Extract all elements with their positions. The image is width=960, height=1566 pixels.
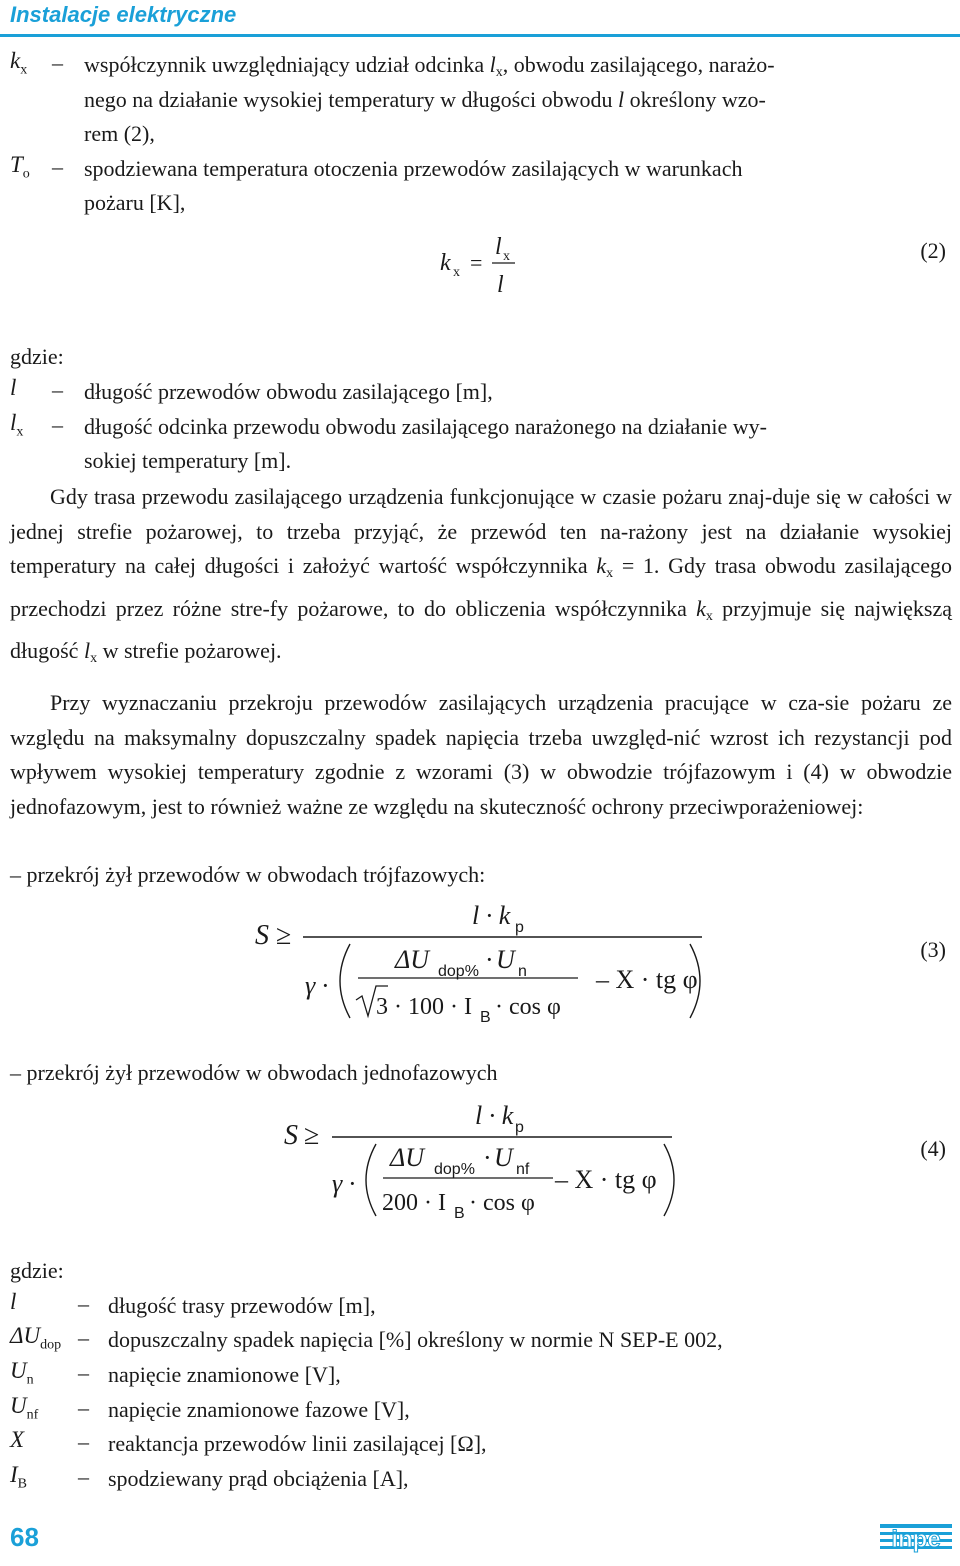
- eq2-den: l: [497, 272, 504, 298]
- dash: –: [78, 1325, 89, 1350]
- dash: –: [52, 377, 63, 402]
- term-To: $T_o$: [10, 152, 30, 182]
- def-kx: współczynnik uwzględniający udział odcinka $l_x$, obwodu zasilającego, narażo-: [84, 52, 775, 80]
- header-rule: [0, 34, 960, 37]
- eq4-den: 200 · I: [382, 1190, 446, 1216]
- eq2-lhs: k: [440, 250, 451, 276]
- eq3-number: (3): [920, 937, 946, 962]
- def-dUdop: dopuszczalny spadek napięcia [%] określony w normie N SEP-E 002,: [108, 1327, 723, 1352]
- term-lx: $l_x$: [10, 410, 24, 440]
- eq3-cos: · cos φ: [495, 994, 561, 1020]
- def-lx-cont: sokiej temperatury [m].: [84, 448, 292, 473]
- paragraph-2: Przy wyznaczaniu przekroju przewodów zasilających urządzenia pracujące w cza-sie pożaru ze względu na maksymalny dopuszczalny spadek napięcia trzeba uwzględ-nić wzrost ich rezystancji pod wpływem wysokiej temperatury zgodnie z wzorami (3) w obwodzie trójfazowym i (4) w obwodzie jednofazowym, jest to również ważne ze względu na skuteczność ochrony przeciwporażeniowej:: [10, 690, 952, 819]
- page-number: 68: [10, 1522, 39, 1552]
- bullet-three-phase: – przekrój żył przewodów w obwodach trójfazowych:: [10, 862, 486, 887]
- eq4-num-sub: p: [515, 1119, 524, 1136]
- term-Unf: $U_{nf}$: [10, 1393, 39, 1423]
- dash: –: [52, 412, 63, 437]
- def-To: spodziewana temperatura otoczenia przewodów zasilających w warunkach: [84, 156, 743, 181]
- eq4-paren-left: [366, 1144, 376, 1216]
- eq2-number: (2): [920, 238, 946, 263]
- gdzie-label: gdzie:: [10, 344, 64, 369]
- dash: –: [78, 1429, 89, 1454]
- eq4-gamma: γ ·: [332, 1169, 356, 1198]
- eq4-minus: – X · tg φ: [555, 1165, 657, 1194]
- dash: –: [52, 154, 63, 179]
- eq2-equals: =: [470, 250, 483, 275]
- eq3-dU: ΔU: [395, 945, 430, 974]
- eq3-den: 3 · 100 · I: [376, 994, 472, 1020]
- def-l: długość przewodów obwodu zasilającego [m],: [84, 379, 493, 404]
- eq3-den-sub: B: [480, 1009, 491, 1026]
- def-Unf: napięcie znamionowe fazowe [V],: [108, 1397, 410, 1422]
- dash: –: [78, 1395, 89, 1420]
- eq4-U-sub: nf: [516, 1161, 530, 1178]
- dash: –: [52, 50, 63, 75]
- eq3-dot: ·: [485, 945, 494, 974]
- def-l-2: długość trasy przewodów [m],: [108, 1293, 376, 1318]
- eq4-ge: ≥: [304, 1120, 320, 1151]
- section-header: Instalacje elektryczne: [10, 2, 237, 27]
- equation-4: [0, 1092, 960, 1232]
- equation-3: [0, 896, 960, 1036]
- def-kx-cont1: nego na działanie wysokiej temperatury w długości obwodu l określony wzo-: [84, 87, 766, 112]
- eq3-ge: ≥: [276, 920, 292, 951]
- equation-2: [0, 230, 960, 300]
- eq3-gamma: γ ·: [305, 971, 329, 1000]
- def-Un: napięcie znamionowe [V],: [108, 1362, 341, 1387]
- term-X: X: [10, 1427, 25, 1452]
- term-kx: $k_x$: [10, 48, 28, 78]
- paragraph-1: Gdy trasa przewodu zasilającego urządzenia funkcjonujące w czasie pożaru znaj-duje się w całości w jednej strefie pożarowej, to trzeba przyjąć, że przewód ten na-rażony jest na działanie wysokiej temperatury na całej długości i założyć wartość współczynnika $k_x = 1$. Gdy trasa obwodu zasilającego przechodzi przez różne stre-fy pożarowe, to do obliczenia współczynnika $k_x$ przyjmuje się największą długość $l_x$ w strefie pożarowej.: [10, 484, 953, 666]
- dash: –: [78, 1464, 89, 1489]
- eq2-lhs-sub: x: [453, 265, 460, 280]
- eq3-U: U: [496, 945, 515, 974]
- eq3-num-sub: p: [515, 919, 524, 936]
- eq3-U-sub: n: [518, 963, 527, 980]
- eq4-S: S: [284, 1120, 298, 1151]
- term-dUdop: $\Delta U_{dop}$: [10, 1323, 62, 1353]
- term-Un: $U_n$: [10, 1358, 34, 1388]
- def-To-cont: pożaru [K],: [84, 190, 186, 215]
- eq2-num: l: [495, 234, 502, 260]
- eq4-dot: ·: [483, 1143, 492, 1172]
- term-l-2: l: [10, 1289, 17, 1314]
- eq3-dU-sub: dop%: [438, 963, 479, 980]
- eq4-den-sub: B: [454, 1205, 465, 1222]
- term-IB: $I_B$: [10, 1462, 28, 1492]
- eq3-minus: – X · tg φ: [596, 965, 698, 994]
- eq4-number: (4): [920, 1136, 946, 1161]
- eq3-num: l · k: [472, 901, 511, 930]
- eq3-paren-left: [340, 944, 350, 1018]
- inpe-logo: [878, 1520, 954, 1556]
- eq4-num: l · k: [475, 1101, 514, 1130]
- def-X: reaktancja przewodów linii zasilającej [Ω],: [108, 1431, 487, 1456]
- dash: –: [78, 1291, 89, 1316]
- eq3-S: S: [255, 920, 269, 951]
- bullet-single-phase: – przekrój żył przewodów w obwodach jednofazowych: [10, 1060, 498, 1085]
- def-kx-cont2: rem (2),: [84, 121, 155, 146]
- eq4-paren-right: [664, 1144, 674, 1216]
- eq4-U: U: [494, 1143, 513, 1172]
- eq2-num-sub: x: [503, 249, 510, 264]
- def-lx: długość odcinka przewodu obwodu zasilającego narażonego na działanie wy-: [84, 414, 767, 439]
- term-l: l: [10, 375, 17, 400]
- eq4-dU-sub: dop%: [434, 1161, 475, 1178]
- def-IB: spodziewany prąd obciążenia [A],: [108, 1466, 409, 1491]
- logo-text: inpe: [891, 1526, 941, 1553]
- dash: –: [78, 1360, 89, 1385]
- eq4-dU: ΔU: [390, 1143, 425, 1172]
- gdzie-label-2: gdzie:: [10, 1258, 64, 1283]
- eq4-cos: · cos φ: [469, 1190, 535, 1216]
